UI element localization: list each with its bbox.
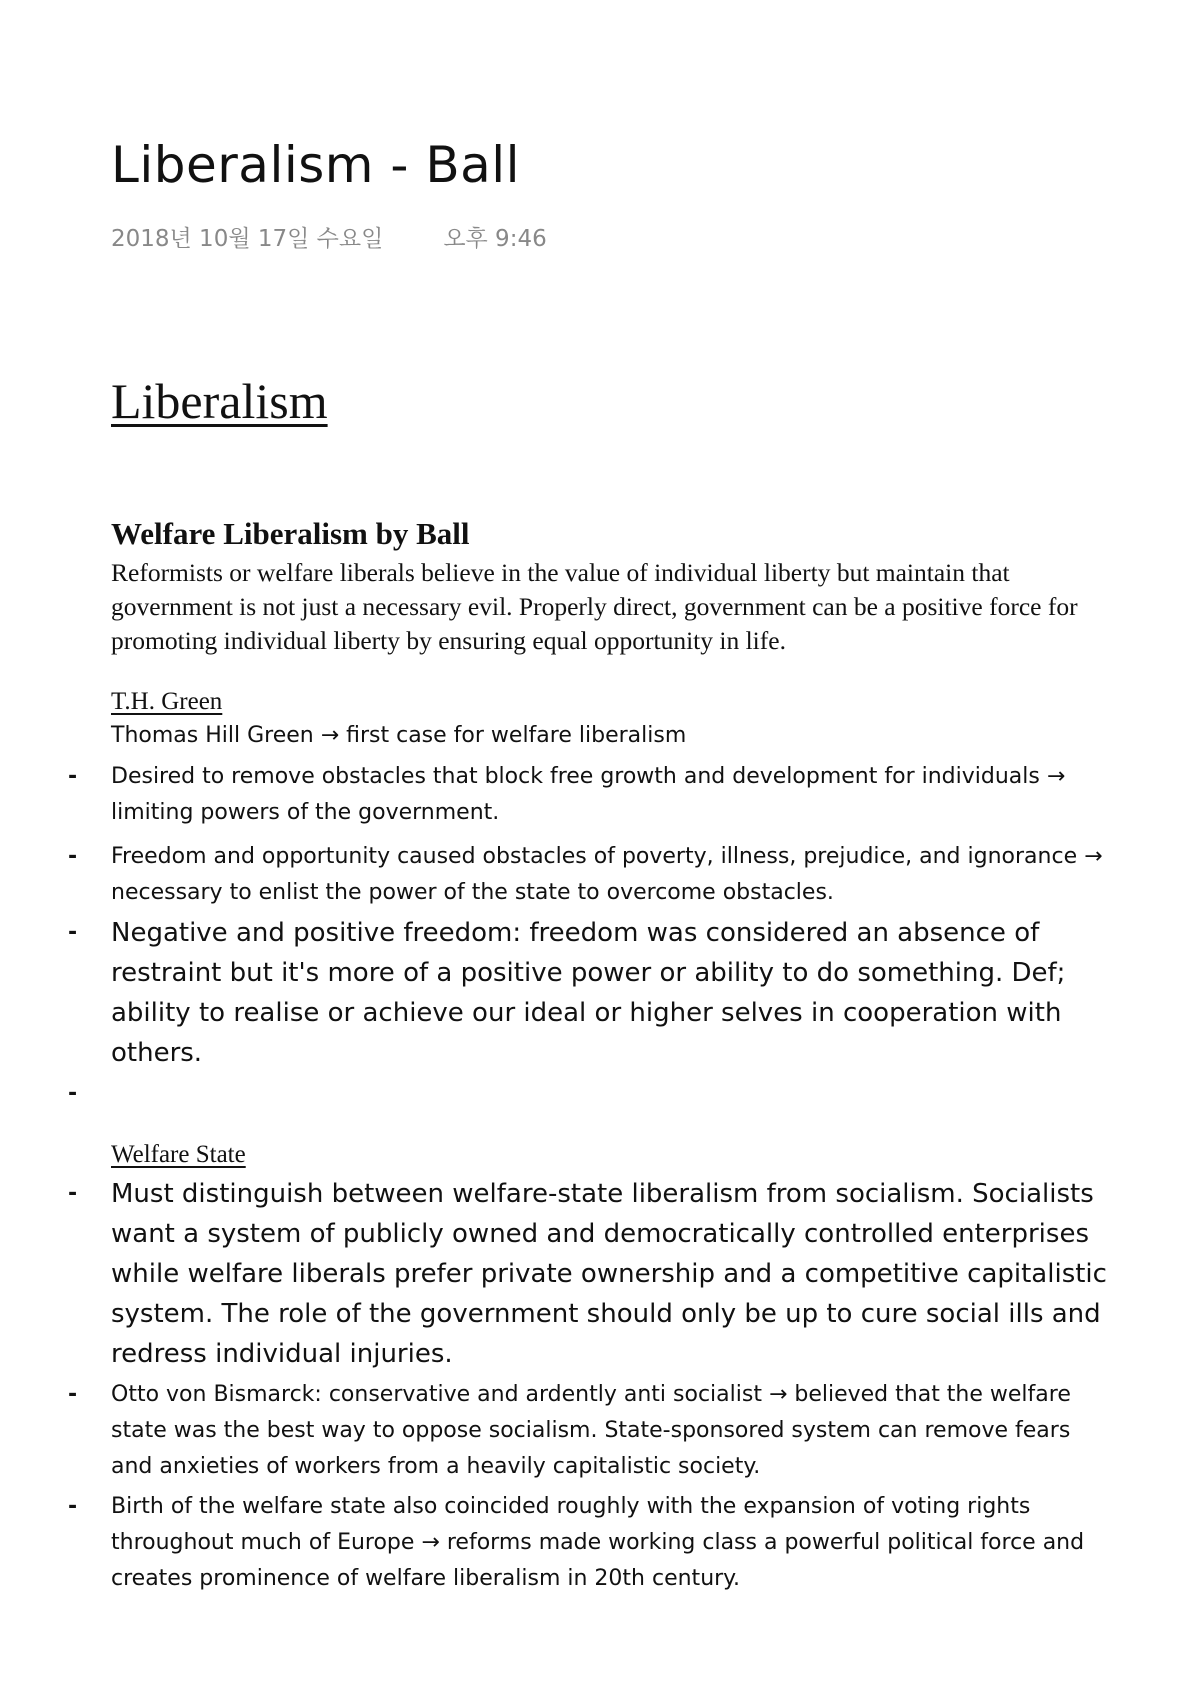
bullet-marker: - — [68, 1382, 78, 1407]
bullet-marker: - — [68, 1181, 78, 1206]
bullet-text: Freedom and opportunity caused obstacles of poverty, illness, prejudice, and ignorance → necessary to enlist the power of the state to overcome obstacles. — [111, 844, 1103, 905]
subhead-th-green: T.H. Green — [111, 688, 223, 715]
list-item — [68, 1489, 1118, 1597]
intro-paragraph: Reformists or welfare liberals believe in the value of individual liberty but maintain that government is not just a necessary evil. Properly direct, government can be a positive force for promoting individual liberty by ensuring equal opportunity in life. — [111, 558, 1078, 655]
green-lead: Thomas Hill Green → first case for welfare liberalism — [111, 723, 687, 748]
note-timestamp — [111, 220, 547, 253]
bullet-text: Birth of the welfare state also coincided roughly with the expansion of voting rights throughout much of Europe → reforms made working class a powerful political force and creates prominence of welfare liberalism in 20th century. — [111, 1494, 1085, 1591]
bullet-marker: - — [68, 764, 78, 789]
bullet-text: Desired to remove obstacles that block free growth and development for individuals → limiting powers of the government. — [111, 764, 1066, 825]
note-date: 2018년 10월 17일 수요일 — [111, 226, 384, 252]
bullet-marker: - — [68, 1081, 78, 1106]
list-item — [68, 1377, 1118, 1485]
list-item — [68, 839, 1118, 911]
bullet-text: Must distinguish between welfare-state liberalism from socialism. Socialists want a system of publicly owned and democratically controlled enterprises while welfare liberals prefer private ownership and a competitive capitalistic system. The role of the government should only be up to cure social ills and redress individual injuries. — [111, 1179, 1107, 1369]
list-item — [68, 913, 1118, 1073]
subhead-welfare-state: Welfare State — [111, 1141, 246, 1168]
bullet-marker: - — [68, 844, 78, 869]
bullet-text — [111, 1076, 1118, 1112]
list-item — [68, 1174, 1118, 1374]
main-heading: Liberalism — [111, 373, 328, 429]
list-item — [68, 759, 1118, 831]
note-title: Liberalism - Ball — [111, 136, 521, 194]
bullet-text: Negative and positive freedom: freedom was considered an absence of restraint but it's more of a positive power or ability to do something. Def; ability to realise or achieve our ideal or higher selves in cooperation with others. — [111, 918, 1066, 1068]
section-title-welfare-liberalism: Welfare Liberalism by Ball — [111, 516, 470, 551]
note-time: 오후 9:46 — [443, 226, 547, 252]
list-item — [68, 1076, 1118, 1112]
bullet-marker: - — [68, 920, 78, 945]
bullet-text: Otto von Bismarck: conservative and ardently anti socialist → believed that the welfare state was the best way to oppose socialism. State-sponsored system can remove fears and anxieties of workers from a heavily capitalistic society. — [111, 1382, 1071, 1479]
bullet-marker: - — [68, 1494, 78, 1519]
